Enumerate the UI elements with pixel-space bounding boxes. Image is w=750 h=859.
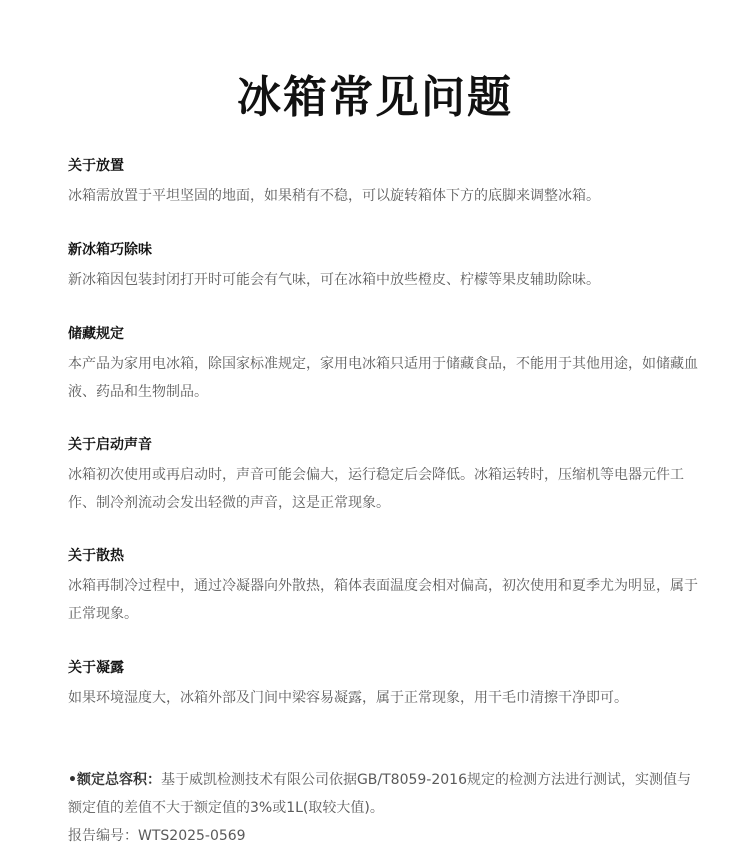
faq-title: 关于启动声音	[68, 437, 152, 453]
faq-item-startup-sound	[68, 435, 698, 517]
rated-capacity-text: 基于威凯检测技术有限公司依据GB/T8059-2016规定的检测方法进行测试，实测值与额定值的差值不大于额定值的3%或1L(取较大值)。	[68, 772, 691, 816]
faq-body: 冰箱初次使用或再启动时，声音可能会偏大，运行稳定后会降低。冰箱运转时，压缩机等电器元件工作、制冷剂流动会发出轻微的声音，这是正常现象。	[68, 467, 684, 511]
faq-title: 关于放置	[68, 158, 124, 174]
rated-capacity-note	[68, 766, 698, 822]
faq-title: 关于散热	[68, 548, 124, 564]
faq-body: 本产品为家用电冰箱，除国家标准规定，家用电冰箱只适用于储藏食品，不能用于其他用途，如储藏血液、药品和生物制品。	[68, 356, 698, 400]
rated-capacity-label: •额定总容积：	[68, 772, 161, 788]
faq-body: 冰箱需放置于平坦坚固的地面，如果稍有不稳，可以旋转箱体下方的底脚来调整冰箱。	[68, 188, 600, 204]
faq-item-placement	[68, 156, 698, 210]
faq-body: 如果环境湿度大，冰箱外部及门间中梁容易凝露，属于正常现象，用干毛巾清擦干净即可。	[68, 690, 628, 706]
faq-item-odor-removal	[68, 240, 698, 294]
faq-body: 冰箱再制冷过程中，通过冷凝器向外散热，箱体表面温度会相对偏高，初次使用和夏季尤为明显，属于正常现象。	[68, 578, 698, 622]
faq-item-storage-rules	[68, 324, 698, 406]
faq-item-heat-dissipation	[68, 546, 698, 628]
faq-body: 新冰箱因包装封闭打开时可能会有气味，可在冰箱中放些橙皮、柠檬等果皮辅助除味。	[68, 272, 600, 288]
faq-title: 储藏规定	[68, 326, 124, 342]
page-title: 冰箱常见问题	[237, 72, 513, 123]
faq-item-condensation	[68, 658, 698, 712]
faq-title: 新冰箱巧除味	[68, 242, 152, 258]
report-number: 报告编号：WTS2025-0569	[68, 828, 246, 844]
faq-title: 关于凝露	[68, 660, 124, 676]
